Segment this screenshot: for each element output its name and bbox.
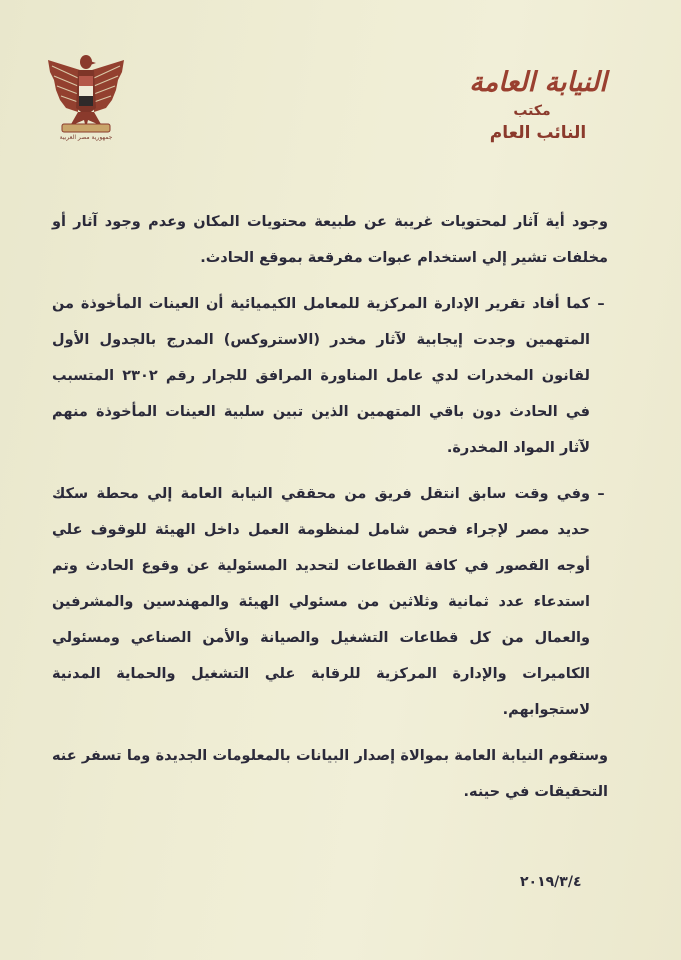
- bullet-dash: –: [597, 296, 605, 312]
- eagle-emblem-icon: [44, 50, 128, 150]
- office-subtitle: مكتب: [513, 103, 551, 119]
- paragraph-2: [52, 286, 608, 466]
- paragraph-2-text: كما أفاد تقرير الإدارة المركزية للمعامل الكيميائية أن العينات المأخوذة من المتهمين وجدت إيجابية لآثار مخدر (الاستروكس) المدرج بالجدول الأول لقانون المخدرات لدي عامل المناورة المرافق للجرار رقم ٢٣٠٢ المتسبب في الحادث دون باقي المتهمين الذين تبين سلبية العينات المأخوذة منهم لآثار المواد المخدرة.: [52, 296, 590, 456]
- office-title: النيابة العامة: [469, 67, 607, 98]
- document-body: [52, 204, 608, 810]
- office-name: النائب العام: [489, 123, 587, 143]
- paragraph-1: وجود أية آثار لمحتويات غريبة عن طبيعة محتويات المكان وعدم وجود آثار أو مخلفات تشير إلي استخدام عبوات مفرقعة بموقع الحادث.: [52, 214, 608, 266]
- letterhead-header: [453, 66, 623, 144]
- paragraph-4: وستقوم النيابة العامة بموالاة إصدار البيانات بالمعلومات الجديدة وما تسفر عنه التحقيقات في حينه.: [52, 748, 608, 800]
- document-date: ٢٠١٩/٣/٤: [520, 874, 582, 890]
- emblem-caption: جمهورية مصر العربية: [59, 134, 113, 141]
- bullet-dash: –: [597, 486, 605, 502]
- paragraph-3: [52, 476, 608, 728]
- eagle-emblem-graphic: [44, 50, 128, 134]
- paragraph-3-text: وفي وقت سابق انتقل فريق من محققي النيابة العامة إلي محطة سكك حديد مصر لإجراء فحص شامل لمنظومة العمل داخل الهيئة للوقوف علي أوجه القصور في كافة القطاعات لتحديد المسئولية عن وقوع الحادث وتم استدعاء عدد ثمانية وثلاثين من مسئولي الهيئة والمهندسين والمشرفين والعمال من كل قطاعات التشغيل والصيانة والأمن الصناعي ومسئولي الكاميرات والإدارة المركزية للرقابة علي التشغيل والحماية المدنية لاستجوابهم.: [52, 486, 590, 718]
